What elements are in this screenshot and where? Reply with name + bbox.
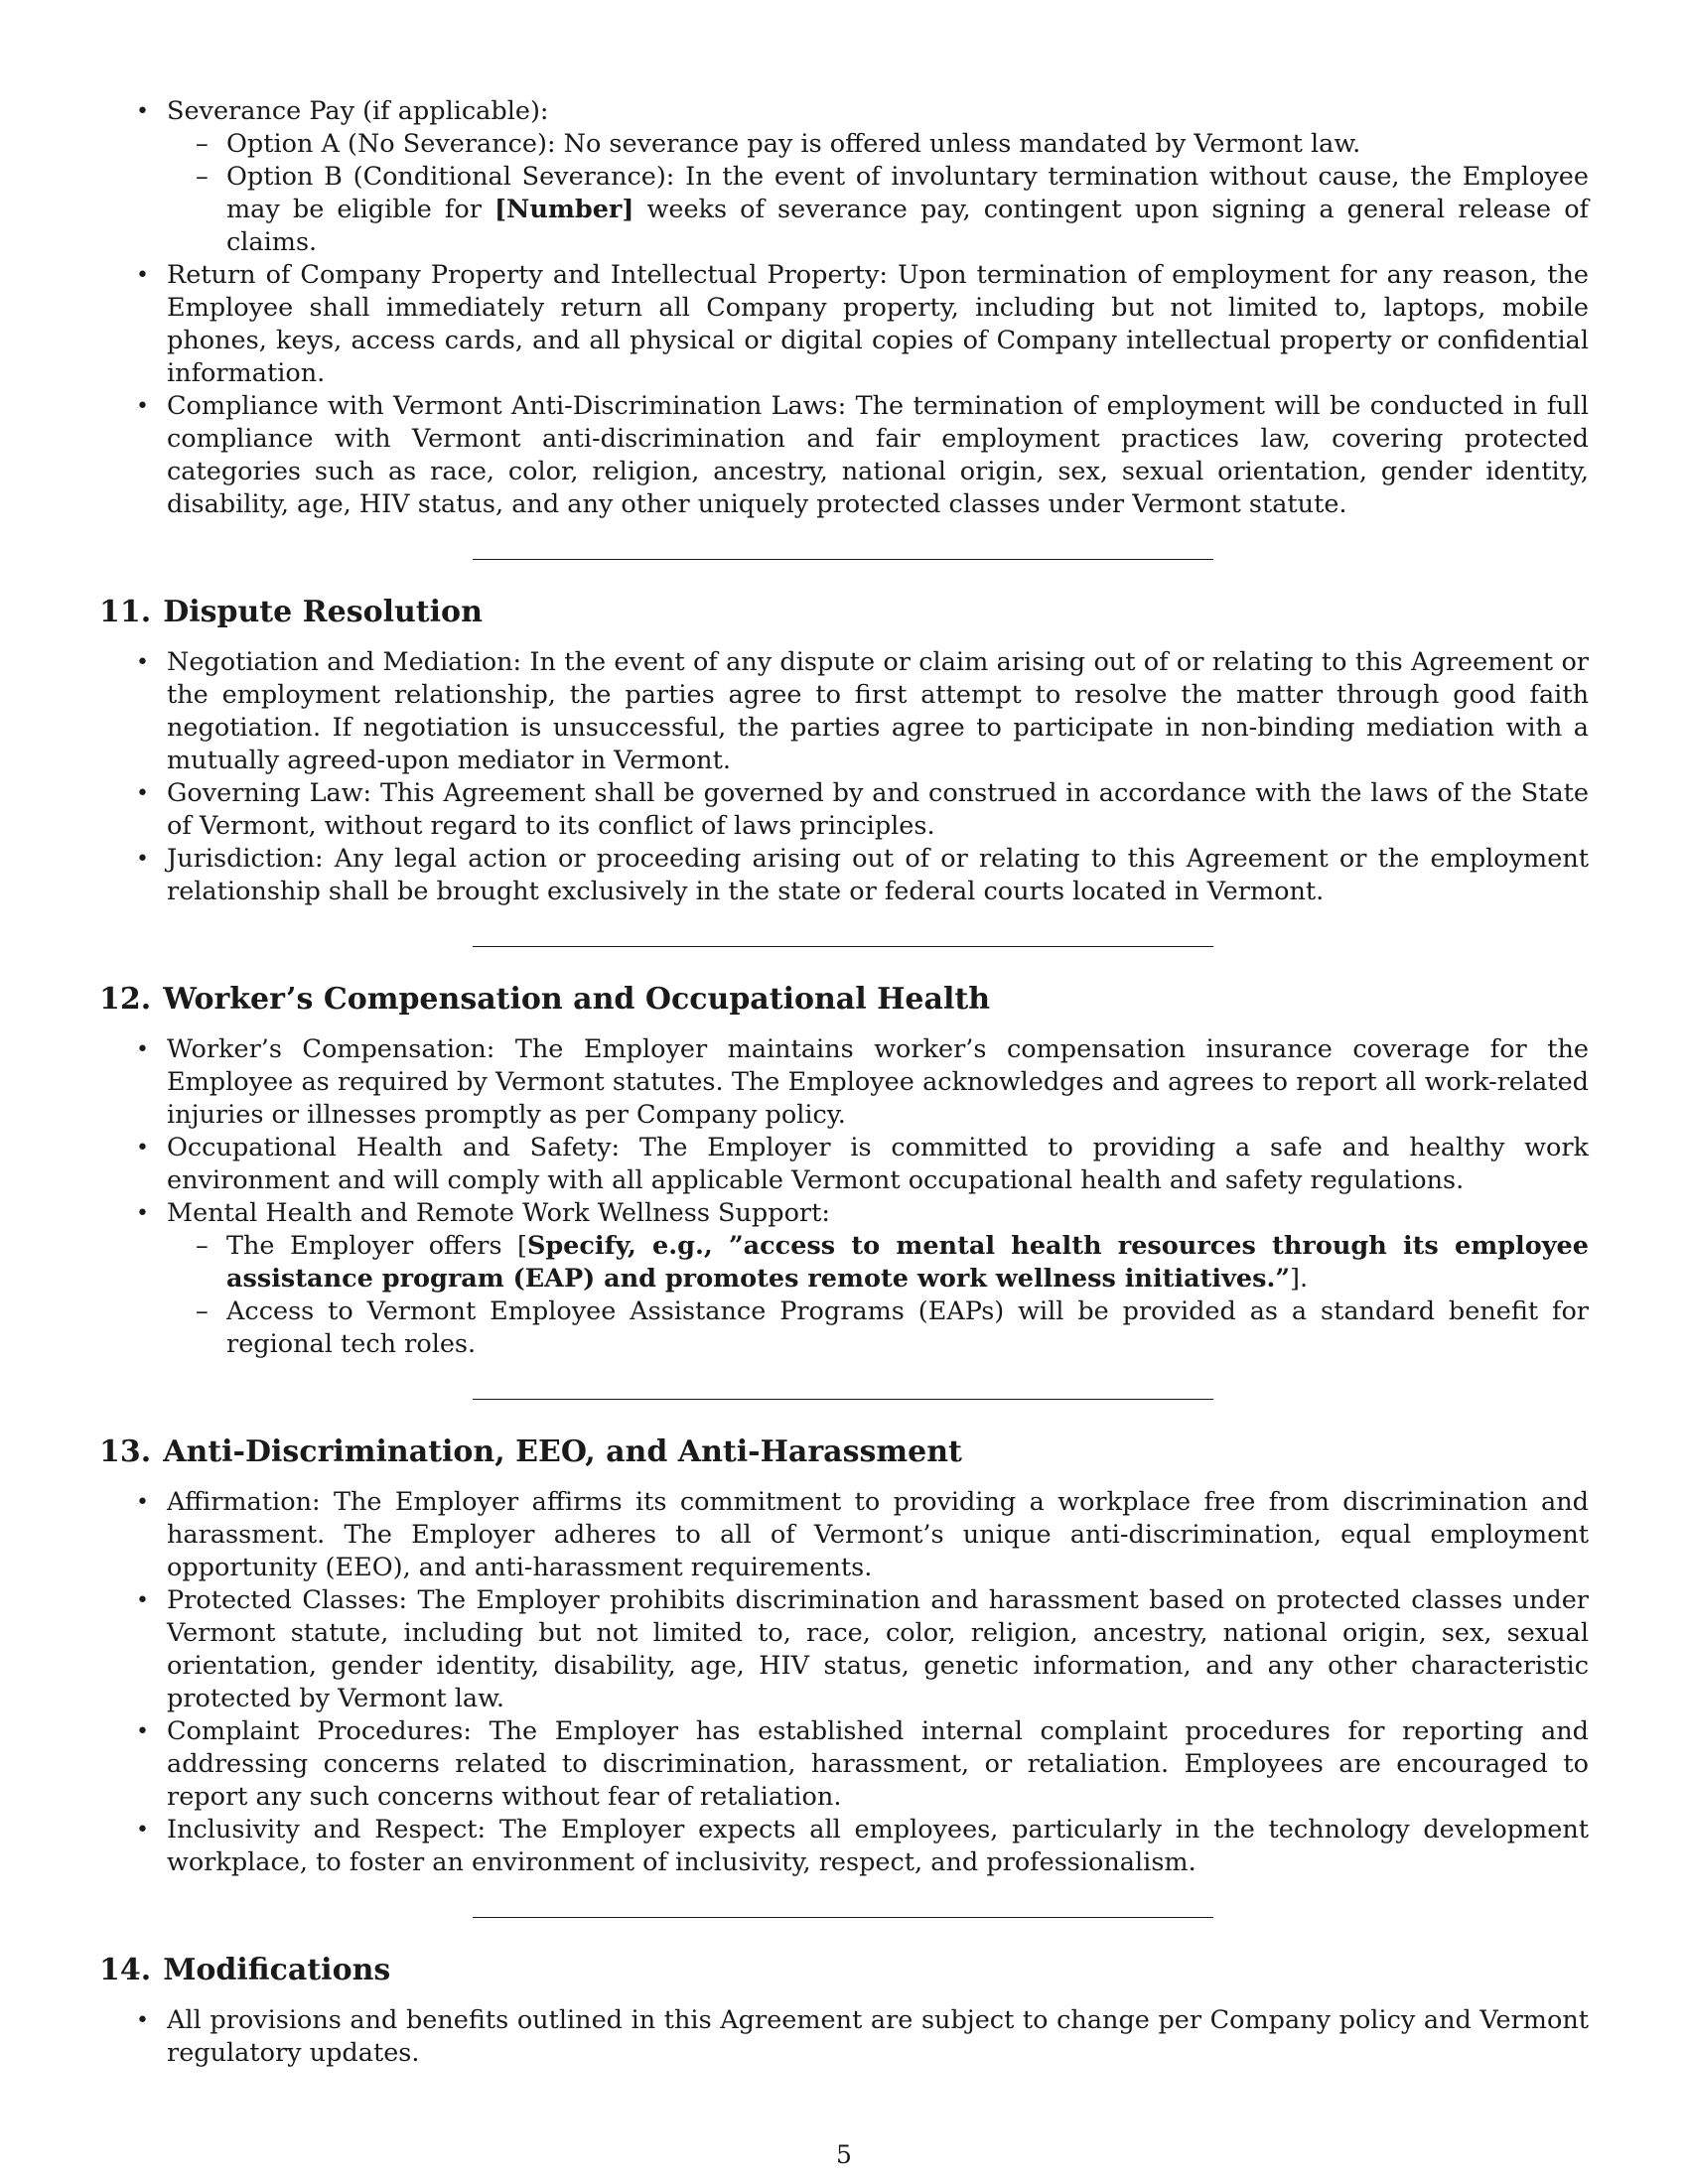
bullet-icon: • bbox=[136, 394, 149, 419]
list-item bbox=[99, 1814, 1589, 1879]
list-item bbox=[99, 259, 1589, 390]
item-text: Worker’s Compensation: The Employer maintains worker’s compensation insurance coverage for the Employee as required by Vermont statutes. The Employee acknowledges and agrees to report all work-related injuries or illnesses promptly as per Company policy. bbox=[167, 1034, 1589, 1130]
section-13-list bbox=[99, 1486, 1589, 1879]
list-item bbox=[99, 95, 1589, 259]
bullet-icon: • bbox=[136, 781, 149, 806]
section-number: 12. bbox=[99, 982, 152, 1017]
sub-item-text: Option A (No Severance): No severance pay is offered unless mandated by Vermont law. bbox=[226, 129, 1361, 159]
sub-list-item bbox=[167, 128, 1589, 161]
item-text: Jurisdiction: Any legal action or proceeding arising out of or relating to this Agreement or the employment relationship shall be brought exclusively in the state or federal courts located in Vermont. bbox=[167, 844, 1589, 906]
bullet-icon: • bbox=[136, 847, 149, 872]
dash-icon: – bbox=[196, 1231, 209, 1261]
item-text: All provisions and benefits outlined in this Agreement are subject to change per Company policy and Vermont regulatory updates. bbox=[167, 2005, 1589, 2068]
list-item bbox=[99, 1033, 1589, 1132]
section-12-list bbox=[99, 1033, 1589, 1361]
item-text: Inclusivity and Respect: The Employer expects all employees, particularly in the technology development workplace, to foster an environment of inclusivity, respect, and professionalism. bbox=[167, 1815, 1589, 1877]
item-text: Mental Health and Remote Work Wellness Support: bbox=[167, 1198, 830, 1228]
section-divider bbox=[473, 559, 1213, 560]
item-text: Governing Law: This Agreement shall be governed by and construed in accordance with the laws of the State of Vermont, without regard to its conflict of laws principles. bbox=[167, 778, 1589, 841]
section-heading-12 bbox=[99, 982, 1589, 1018]
section-divider bbox=[473, 1917, 1213, 1918]
sub-item-text-post: ]. bbox=[1290, 1264, 1309, 1294]
sub-list-item bbox=[167, 1296, 1589, 1361]
bullet-icon: • bbox=[136, 1201, 149, 1226]
dash-icon: – bbox=[196, 129, 209, 159]
section-number: 14. bbox=[99, 1953, 152, 1987]
list-item bbox=[99, 390, 1589, 521]
list-item bbox=[99, 777, 1589, 843]
bullet-icon: • bbox=[136, 1136, 149, 1160]
sub-list-item bbox=[167, 161, 1589, 259]
section-11-list bbox=[99, 646, 1589, 908]
sub-item-text: Access to Vermont Employee Assistance Programs (EAPs) will be provided as a standard benefit for regional tech roles. bbox=[226, 1297, 1589, 1359]
document-page bbox=[99, 95, 1589, 2070]
bullet-icon: • bbox=[136, 1037, 149, 1062]
sub-list-item bbox=[167, 1230, 1589, 1296]
placeholder-specify: Specify, e.g., ”access to mental health resources through its employee assistance program (EAP) and promotes remote work wellness initiatives.” bbox=[226, 1231, 1589, 1294]
section-title: Anti-Discrimination, EEO, and Anti-Harassment bbox=[163, 1434, 962, 1469]
list-item bbox=[99, 1197, 1589, 1361]
section-number: 13. bbox=[99, 1434, 152, 1469]
section-title: Modifications bbox=[163, 1953, 391, 1987]
bullet-icon: • bbox=[136, 263, 149, 288]
bullet-icon: • bbox=[136, 650, 149, 675]
list-item bbox=[99, 843, 1589, 908]
item-text: Complaint Procedures: The Employer has established internal complaint procedures for reporting and addressing concerns related to discrimination, harassment, or retaliation. Employees are encouraged to report any such concerns without fear of retaliation. bbox=[167, 1716, 1589, 1812]
list-item bbox=[99, 1584, 1589, 1715]
section-divider bbox=[473, 946, 1213, 947]
bullet-icon: • bbox=[136, 1719, 149, 1744]
sub-list bbox=[167, 1230, 1589, 1361]
bullet-icon: • bbox=[136, 1588, 149, 1613]
dash-icon: – bbox=[196, 1297, 209, 1326]
item-text: Protected Classes: The Employer prohibits discrimination and harassment based on protected classes under Vermont statute, including but not limited to, race, color, religion, ancestry, national origin, sex, sexual orientation, gender identity, disability, age, HIV status, genetic information, and any other characteristic protected by Vermont law. bbox=[167, 1585, 1589, 1713]
section-heading-11 bbox=[99, 595, 1589, 630]
bullet-icon: • bbox=[136, 99, 149, 124]
section-14-list bbox=[99, 2004, 1589, 2070]
termination-list bbox=[99, 95, 1589, 521]
list-item bbox=[99, 1486, 1589, 1584]
item-text: Negotiation and Mediation: In the event of any dispute or claim arising out of or relating to this Agreement or the employment relationship, the parties agree to first attempt to resolve the matter through good faith negotiation. If negotiation is unsuccessful, the parties agree to participate in non-binding mediation with a mutually agreed-upon mediator in Vermont. bbox=[167, 647, 1589, 775]
sub-item-text-post: weeks of severance pay, contingent upon signing a general release of claims. bbox=[226, 195, 1589, 257]
item-text: Occupational Health and Safety: The Employer is committed to providing a safe and healthy work environment and will comply with all applicable Vermont occupational health and safety regulations. bbox=[167, 1133, 1589, 1195]
bullet-icon: • bbox=[136, 1490, 149, 1515]
section-divider bbox=[473, 1399, 1213, 1400]
item-text: Return of Company Property and Intellectual Property: Upon termination of employment for any reason, the Employee shall immediately return all Company property, including but not limited to, laptops, mobile phones, keys, access cards, and all physical or digital copies of Company intellectual property or confidential information. bbox=[167, 260, 1589, 388]
section-heading-14 bbox=[99, 1953, 1589, 1988]
bullet-icon: • bbox=[136, 1818, 149, 1843]
list-item bbox=[99, 2004, 1589, 2070]
item-text: Compliance with Vermont Anti-Discrimination Laws: The termination of employment will be conducted in full compliance with Vermont anti-discrimination and fair employment practices law, covering protected categories such as race, color, religion, ancestry, national origin, sex, sexual orientation, gender identity, disability, age, HIV status, and any other uniquely protected classes under Vermont statute. bbox=[167, 391, 1589, 519]
section-title: Worker’s Compensation and Occupational Health bbox=[163, 982, 991, 1017]
dash-icon: – bbox=[196, 162, 209, 192]
list-item bbox=[99, 1132, 1589, 1197]
bullet-icon: • bbox=[136, 2008, 149, 2033]
section-heading-13 bbox=[99, 1434, 1589, 1470]
page-number: 5 bbox=[836, 2140, 852, 2169]
sub-item-text-pre: Option B (Conditional Severance): In the event of involuntary termination without cause, the Employee may be eligible for bbox=[226, 162, 1589, 224]
item-text: Affirmation: The Employer affirms its commitment to providing a workplace free from discrimination and harassment. The Employer adheres to all of Vermont’s unique anti-discrimination, equal employment opportunity (EEO), and anti-harassment requirements. bbox=[167, 1487, 1589, 1582]
list-item bbox=[99, 1715, 1589, 1814]
placeholder-number: [Number] bbox=[493, 195, 634, 224]
sub-list bbox=[167, 128, 1589, 259]
item-text: Severance Pay (if applicable): bbox=[167, 96, 549, 126]
sub-item-text-pre: The Employer offers [ bbox=[226, 1231, 527, 1261]
section-title: Dispute Resolution bbox=[163, 595, 483, 629]
section-number: 11. bbox=[99, 595, 152, 629]
list-item bbox=[99, 646, 1589, 777]
